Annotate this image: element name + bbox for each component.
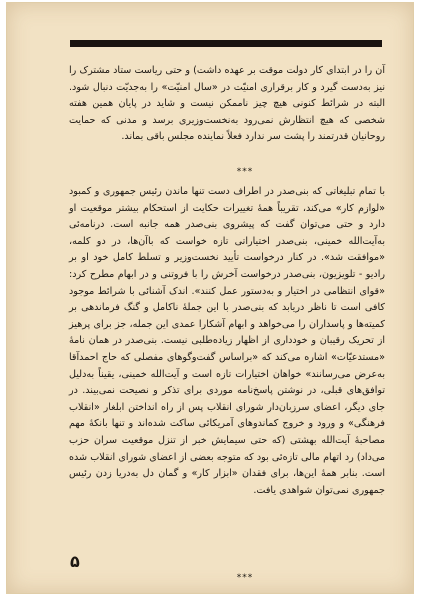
section-separator-2: *** (236, 573, 254, 583)
page-number: ۵ (70, 552, 80, 571)
header-rule (70, 40, 382, 47)
paragraph-2 (69, 184, 385, 499)
paragraph-1 (69, 63, 385, 146)
paragraph-2-text: با تمام تبلیغاتی که بنی‌صدر در اطراف دست تنها ماندن رئیس جمهوری و کمبود «لوازم کار» می‌کند، تقریباً همهٔ تغییرات حکایت از استحکام بیشتر موقعیت او دارد و حتی می‌توان گفت که پیشروی بنی‌صدر همه جانبه است. درنامه‌ئی به‌آیت‌الله خمینی، بنی‌صدر اختیاراتی تازه خواست که با‌آن‌ها، در دو کلمه، «موافقت شد». در کنار درخواست تأیید نخست‌وزیر و تسلط کامل خود او بر رادیو - تلویزیون، بنی‌صدر درخواست آخرش را با فروتنی و در ابهام مطرح کرد: «قوای انتظامی در اختیار و به‌دستور عمل کنند». اندک آشنائی با شرائط موجود کافی است تا ناظر دریابد که بنی‌صدر با این جملهٔ ناکامل و گنگ فرماندهی بر کمیته‌ها و پاسداران را می‌خواهد و ابهام آشکارا عمدی این جمله، جز برای پرهیز از تحریک رقیبان و خودداری از اظهار زیاده‌طلبی نیست. بنی‌صدر در همان نامهٔ «مستدعیّات» اشاره می‌کند که «براساس گفت‌وگوهای مفصلی که حاج احمدآقا به‌عرض می‌رسانند» خواهان اختیارات تازه است و آیت‌الله خمینی، یقیناً به‌دلیل توافق‌های قبلی، در نوشتن پاسخ‌نامه موردی برای تذکر و نصیحت نمی‌بیند. در جای دیگر، اعضای سرزبان‌دار شورای انقلاب پس از راه انداختن ابلغار «انقلاب فرهنگی» و ورود و خروج کماندوهای آمریکائی ساکت شده‌اند و تنها بانکهٔ مهم مصاحبهٔ آیت‌الله بهشتی (که حتی سیمایش خبر از تنزل موقعیت سران حزب می‌داد) رد اتهام مالی تازه‌ئی بود که متوجه بعضی از اعضای شورای انقلاب شده است. بنابر همهٔ این‌ها، برای فقدان «ابزار کار» و گمان دل به‌دریا زدن رئیس جمهوری نمی‌توان شواهدی یافت. (69, 186, 385, 496)
paragraph-1-text: آن را در ابتدای کار دولت موقت بر عهده داشت) و حتی ریاست ستاد مشترک را نیز به‌دست گیرد و کار برقراری امنیّت در «سال امنیّت» را به‌جدیّت دنبال شود. البته در شرائط کنونی هیچ چیز ناممکن نیست و شاید در پایان همین هفته شخصی که هیچ انتظارش نمی‌رود به‌نخست‌وزیری برسد و مدنی که حمایت روحانیان قدرتمند را پشت سر ندارد فعلاً نماینده مجلس باقی بماند. (69, 65, 385, 143)
section-separator-1: *** (236, 167, 254, 177)
scanned-page (6, 2, 414, 594)
